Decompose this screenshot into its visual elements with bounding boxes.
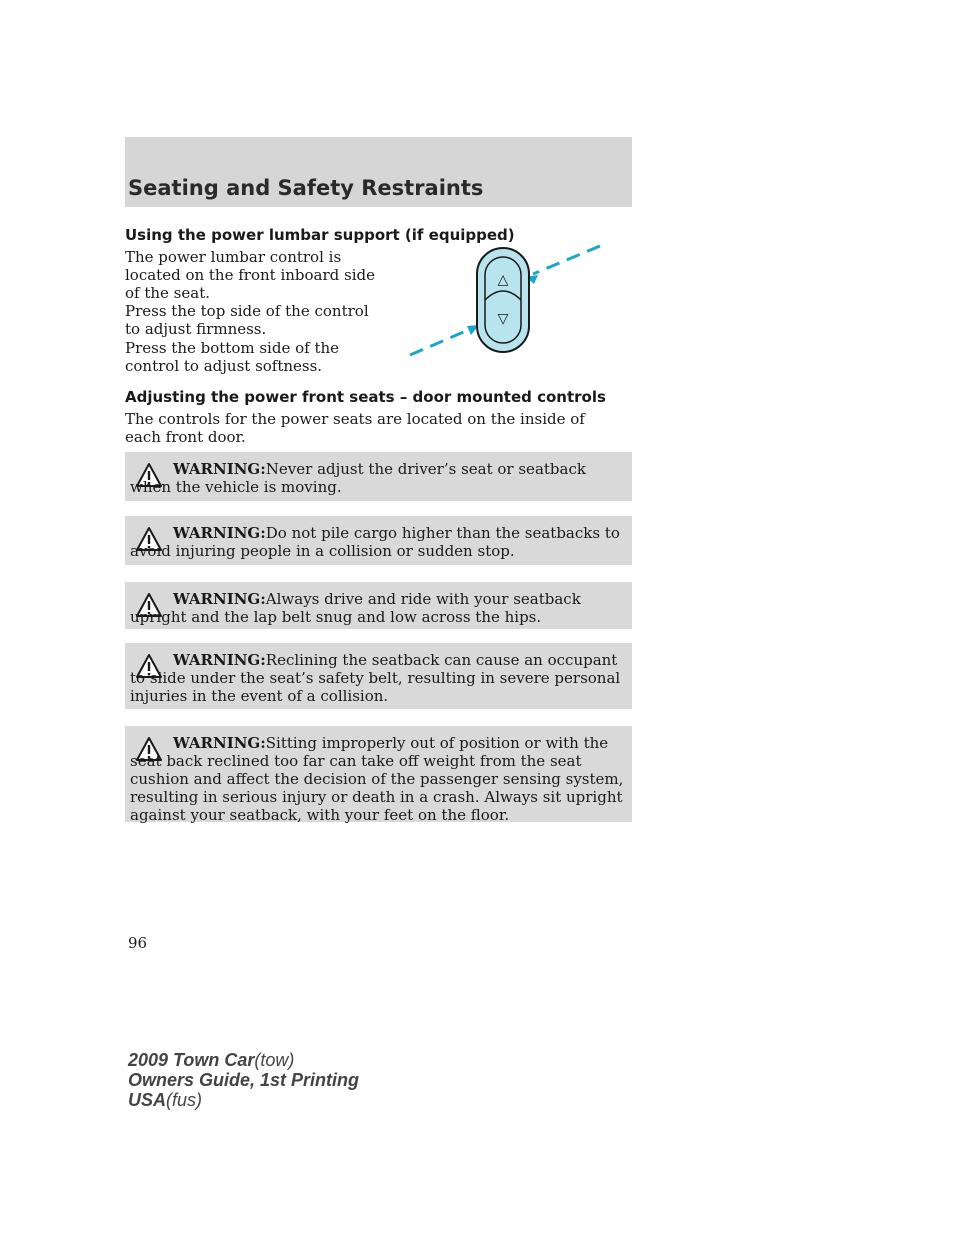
- section-title: Seating and Safety Restraints: [128, 176, 484, 200]
- warning-box-3: [125, 582, 632, 629]
- lumbar-paragraph-softness: Press the bottom side of the control to adjust softness.: [125, 339, 340, 375]
- warning-text-2: WARNING:Do not pile cargo higher than the seatbacks to avoid injuring people in a collision or sudden stop.: [130, 524, 620, 560]
- footer-line-1: 2009 Town Car(tow): [128, 1050, 295, 1070]
- lumbar-heading: Using the power lumbar support (if equipped): [125, 226, 515, 244]
- footer-line-2: Owners Guide, 1st Printing: [128, 1070, 360, 1090]
- warning-text-4: WARNING:Reclining the seatback can cause an occupant to slide under the seat’s safety belt, resulting in severe personal injuries in the event of a collision.: [130, 651, 621, 705]
- lumbar-down-arrow-icon: ▽: [497, 311, 509, 327]
- warning-box-4: [125, 643, 632, 709]
- page-number: 96: [128, 934, 148, 952]
- lower-callout-line: [410, 328, 473, 355]
- lumbar-control-button: [485, 257, 521, 343]
- warning-text-3: WARNING:Always drive and ride with your seatback upright and the lap belt snug and low across the hips.: [130, 590, 581, 626]
- lumbar-up-arrow-icon: △: [497, 272, 509, 288]
- footer-line-3: USA(fus): [128, 1090, 203, 1110]
- door-controls-paragraph: The controls for the power seats are located on the inside of each front door.: [125, 410, 585, 446]
- warning-text-5: WARNING:Sitting improperly out of position or with the seat back reclined too far can take off weight from the seat cushion and affect the decision of the passenger sensing system, resulting in serious injury or death in a crash. Always sit upright against your seatback, with your feet on the floor.: [130, 734, 624, 824]
- door-controls-heading: Adjusting the power front seats – door mounted controls: [125, 388, 606, 406]
- lumbar-paragraph-location: The power lumbar control is located on the front inboard side of the seat.: [125, 248, 375, 302]
- warning-box-2: [125, 516, 632, 565]
- warning-box-5: [125, 726, 632, 822]
- lumbar-paragraph-firmness: Press the top side of the control to adjust firmness.: [125, 302, 369, 338]
- warning-box-1: [125, 452, 632, 501]
- lumbar-control-diagram: [405, 240, 605, 360]
- warning-text-1: WARNING:Never adjust the driver’s seat or seatback when the vehicle is moving.: [130, 460, 586, 496]
- upper-callout-line: [533, 246, 600, 274]
- print-footer: [128, 1050, 359, 1110]
